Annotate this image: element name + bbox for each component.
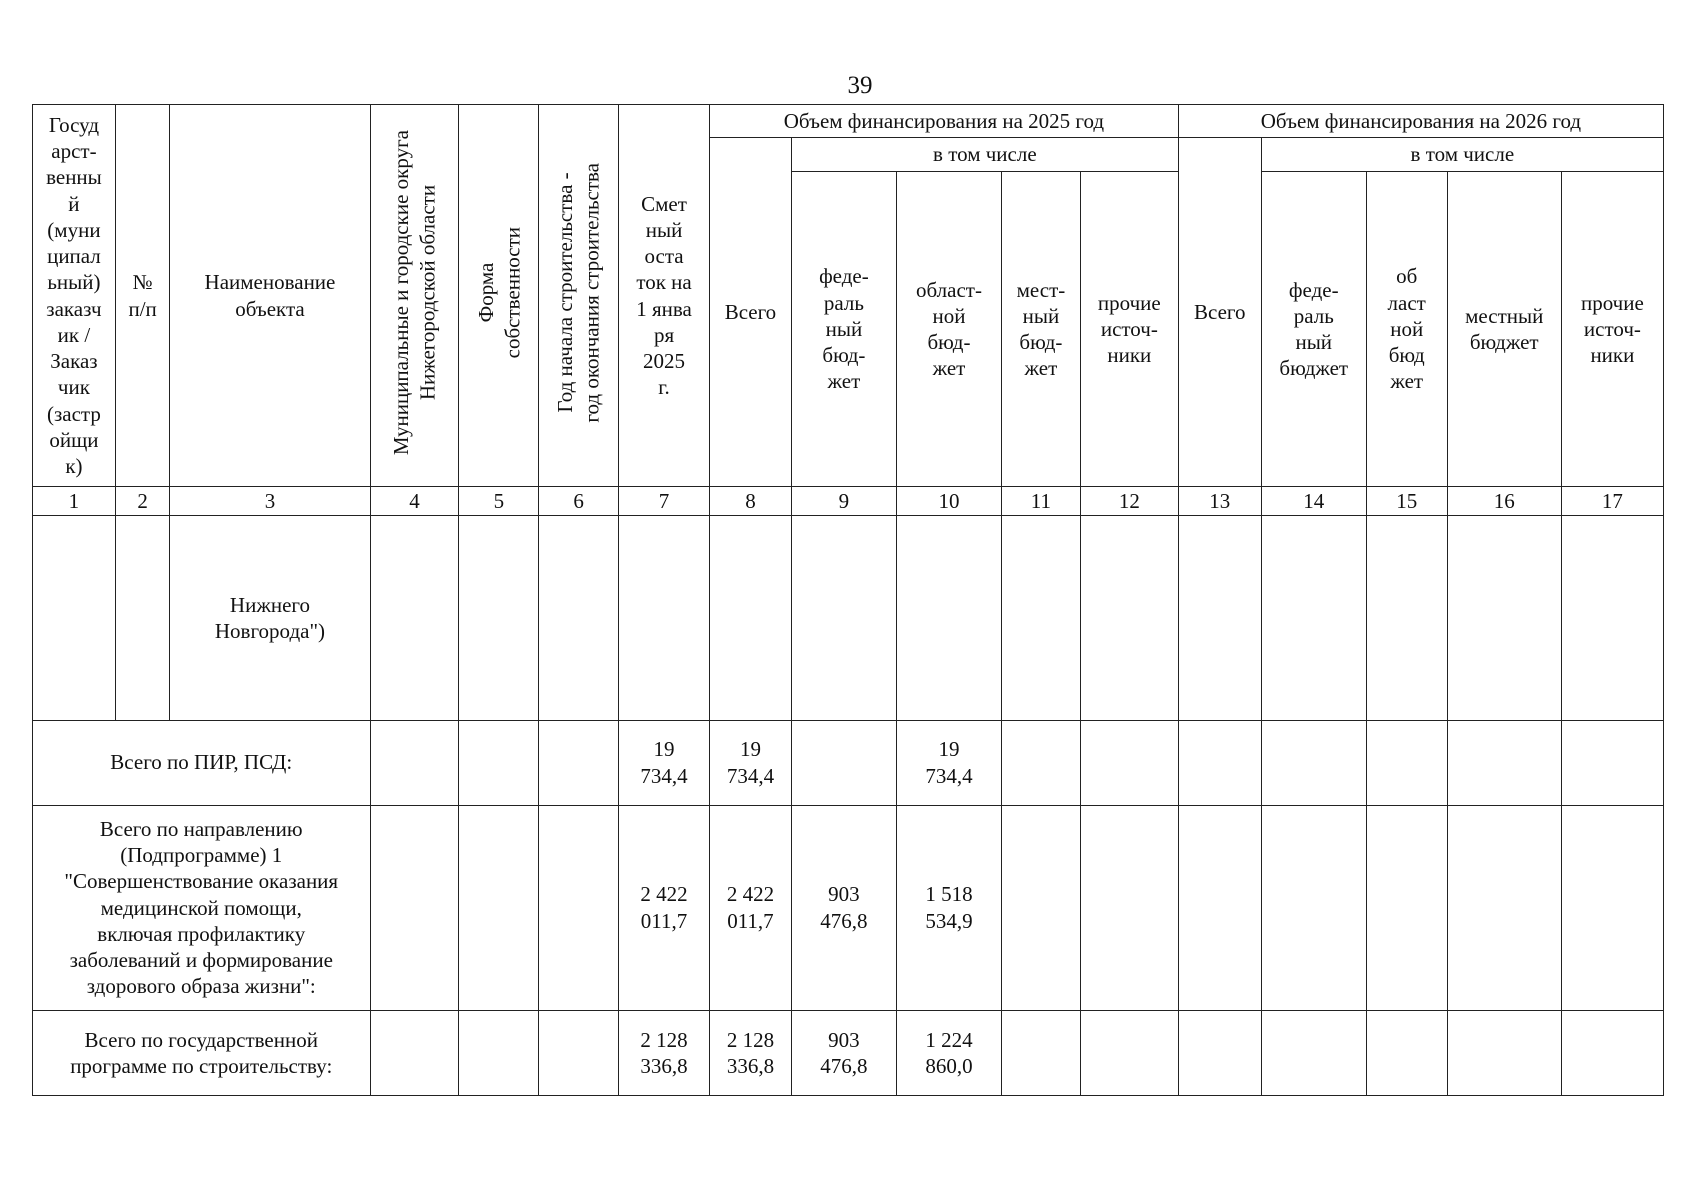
column-number: 12 — [1080, 487, 1178, 516]
table-cell — [1080, 516, 1178, 720]
table-cell — [459, 805, 539, 1010]
table-cell — [1178, 1010, 1261, 1095]
estimate-cell: 2 422 011,7 — [619, 805, 710, 1010]
column-number: 17 — [1561, 487, 1663, 516]
header-ownership: Форма собственности — [459, 105, 539, 487]
regional-2025-cell: 1 518 534,9 — [896, 805, 1001, 1010]
financing-table — [32, 104, 1664, 1096]
header-financing-2026: Объем финансирования на 2026 год — [1178, 105, 1663, 138]
federal-2025-cell — [791, 720, 896, 805]
total-row — [33, 720, 1664, 805]
header-regional-2026: об ласт ной бюд жет — [1366, 171, 1447, 486]
table-cell — [1178, 720, 1261, 805]
total-label: Всего по государственной программе по строительству: — [33, 1010, 371, 1095]
table-cell — [1561, 805, 1663, 1010]
table-cell — [1366, 720, 1447, 805]
column-number: 4 — [370, 487, 459, 516]
table-cell — [539, 516, 619, 720]
column-number: 9 — [791, 487, 896, 516]
column-number: 15 — [1366, 487, 1447, 516]
federal-2025-cell: 903 476,8 — [791, 1010, 896, 1095]
federal-2025-cell: 903 476,8 — [791, 805, 896, 1010]
header-estimate: Смет ный оста ток на 1 янва ря 2025 г. — [619, 105, 710, 487]
table-cell — [1261, 805, 1366, 1010]
column-number: 8 — [710, 487, 792, 516]
total-2025-cell: 2 422 011,7 — [710, 805, 792, 1010]
regional-2025-cell: 19 734,4 — [896, 720, 1001, 805]
table-cell — [896, 516, 1001, 720]
table-cell — [1002, 805, 1081, 1010]
header-number: № п/п — [115, 105, 170, 487]
table-cell — [459, 720, 539, 805]
table-cell — [459, 1010, 539, 1095]
header-including-2025: в том числе — [791, 138, 1178, 172]
table-cell — [1447, 516, 1561, 720]
table-cell — [1080, 1010, 1178, 1095]
header-total-2026: Всего — [1178, 138, 1261, 487]
table-cell — [1447, 720, 1561, 805]
table-cell — [619, 516, 710, 720]
page-number: 39 — [847, 72, 873, 99]
table-cell — [1561, 720, 1663, 805]
column-number: 10 — [896, 487, 1001, 516]
table-cell — [1366, 805, 1447, 1010]
object-name-cell: Нижнего Новгорода") — [170, 516, 370, 720]
header-other-2026: прочие источ- ники — [1561, 171, 1663, 486]
column-number: 11 — [1002, 487, 1081, 516]
column-number: 3 — [170, 487, 370, 516]
table-cell — [710, 516, 792, 720]
table-cell — [370, 516, 459, 720]
table-cell — [1261, 516, 1366, 720]
table-cell — [539, 1010, 619, 1095]
header-regional-2025: област- ной бюд- жет — [896, 171, 1001, 486]
column-number: 5 — [459, 487, 539, 516]
table-cell — [539, 720, 619, 805]
header-municipalities: Муниципальные и городские округа Нижегородской области — [370, 105, 459, 487]
table-cell — [1261, 720, 1366, 805]
continuation-row — [33, 516, 1664, 720]
table-cell — [33, 516, 116, 720]
table-cell — [791, 516, 896, 720]
table-cell — [370, 805, 459, 1010]
table-cell — [1080, 720, 1178, 805]
header-object-name: Наименование объекта — [170, 105, 370, 487]
table-cell — [1561, 516, 1663, 720]
total-row — [33, 805, 1664, 1010]
total-label: Всего по ПИР, ПСД: — [33, 720, 371, 805]
table-cell — [539, 805, 619, 1010]
column-numbers-row — [33, 487, 1664, 516]
column-number: 13 — [1178, 487, 1261, 516]
table-cell — [1178, 805, 1261, 1010]
table-cell — [1178, 516, 1261, 720]
column-number: 7 — [619, 487, 710, 516]
table-cell — [1002, 720, 1081, 805]
header-total-2025: Всего — [710, 138, 792, 487]
header-customer: Госуд арст- венны й (муни ципал ьный) заказч ик / Заказ чик (застр ойщи к) — [33, 105, 116, 487]
header-local-2025: мест- ный бюд- жет — [1002, 171, 1081, 486]
header-row-1 — [33, 105, 1664, 138]
table-cell — [1447, 1010, 1561, 1095]
column-number: 2 — [115, 487, 170, 516]
table-cell — [115, 516, 170, 720]
column-number: 1 — [33, 487, 116, 516]
estimate-cell: 19 734,4 — [619, 720, 710, 805]
table-cell — [1080, 805, 1178, 1010]
total-2025-cell: 2 128 336,8 — [710, 1010, 792, 1095]
total-row — [33, 1010, 1664, 1095]
table-cell — [1002, 516, 1081, 720]
table-cell — [1261, 1010, 1366, 1095]
estimate-cell: 2 128 336,8 — [619, 1010, 710, 1095]
table-cell — [1561, 1010, 1663, 1095]
column-number: 14 — [1261, 487, 1366, 516]
header-local-2026: местный бюджет — [1447, 171, 1561, 486]
header-other-2025: прочие источ- ники — [1080, 171, 1178, 486]
total-2025-cell: 19 734,4 — [710, 720, 792, 805]
table-cell — [1366, 516, 1447, 720]
table-cell — [1447, 805, 1561, 1010]
header-federal-2026: феде- раль ный бюджет — [1261, 171, 1366, 486]
table-cell — [459, 516, 539, 720]
table-cell — [370, 1010, 459, 1095]
table-cell — [1366, 1010, 1447, 1095]
column-number: 16 — [1447, 487, 1561, 516]
header-including-2026: в том числе — [1261, 138, 1663, 172]
table-cell — [1002, 1010, 1081, 1095]
header-financing-2025: Объем финансирования на 2025 год — [710, 105, 1179, 138]
regional-2025-cell: 1 224 860,0 — [896, 1010, 1001, 1095]
header-federal-2025: феде- раль ный бюд- жет — [791, 171, 896, 486]
column-number: 6 — [539, 487, 619, 516]
total-label: Всего по направлению (Подпрограмме) 1 "Совершенствование оказания медицинской помощи, включая профилактику заболеваний и формирование здорового образа жизни": — [33, 805, 371, 1010]
header-years: Год начала строительства - год окончания строительства — [539, 105, 619, 487]
table-cell — [370, 720, 459, 805]
